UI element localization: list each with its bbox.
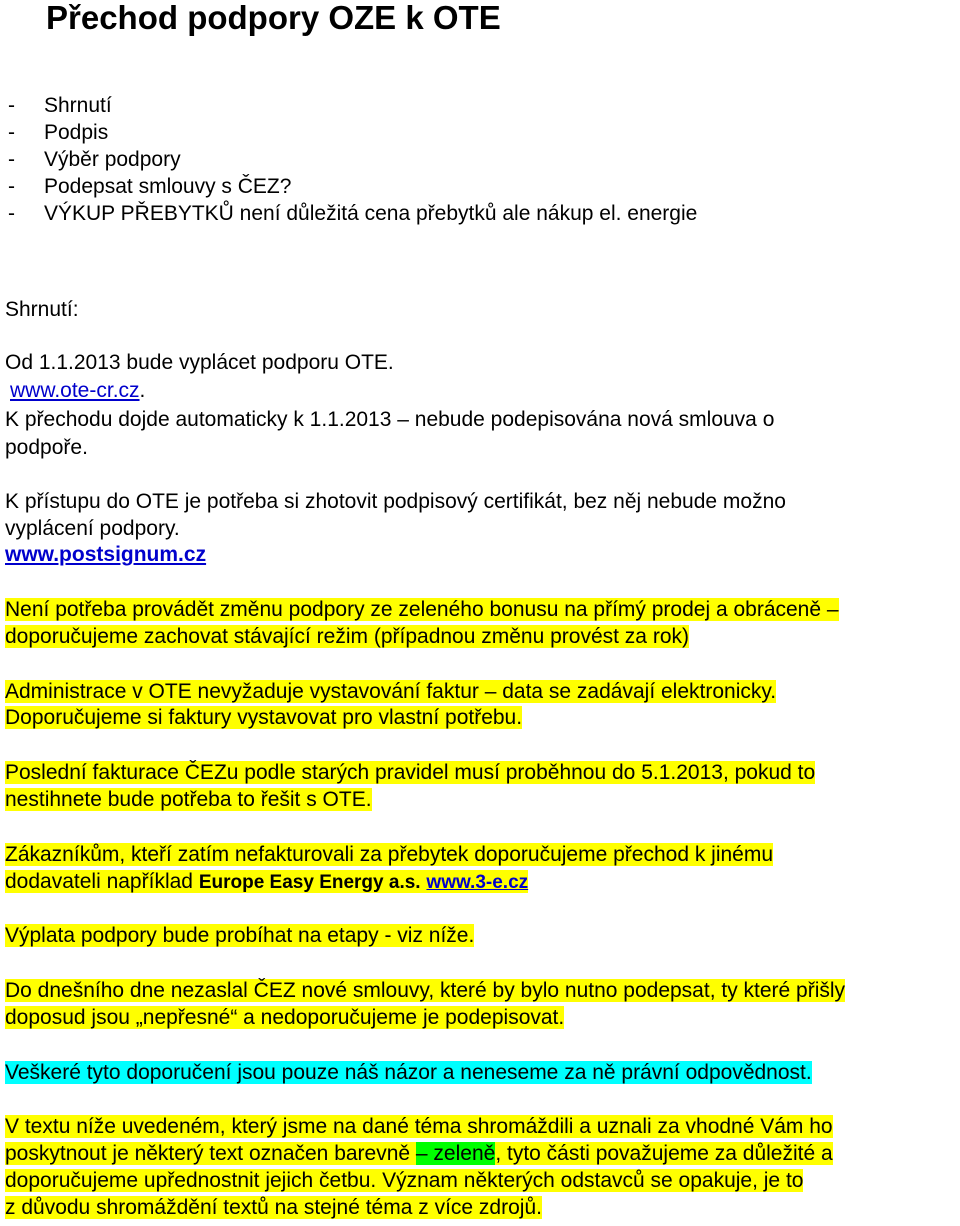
summary-line: Od 1.1.2013 bude vyplácet podporu OTE.: [5, 351, 394, 374]
list-item: - Výběr podpory: [8, 148, 181, 171]
3e-link[interactable]: www.3-e.cz: [426, 872, 529, 893]
paragraph-line: V textu níže uvedeném, který jsme na dané téma shromáždili a uznali za vhodné Vám ho: [5, 1115, 833, 1138]
list-item: - Podpis: [8, 121, 109, 144]
green-highlight: – zeleně: [415, 1142, 496, 1165]
ote-link[interactable]: www.ote-cr.cz: [10, 379, 140, 402]
paragraph-line: Doporučujeme si faktury vystavovat pro vlastní potřebu.: [5, 706, 523, 729]
postsignum-link[interactable]: www.postsignum.cz: [5, 543, 207, 566]
paragraph-line: Poslední fakturace ČEZu podle starých pravidel musí proběhnou do 5.1.2013, pokud to: [5, 761, 816, 784]
list-item: - Shrnutí: [8, 94, 112, 117]
paragraph-line: Výplata podpory bude probíhat na etapy - viz níže.: [5, 924, 475, 947]
paragraph-line: Zákazníkům, kteří zatím nefakturovali za přebytek doporučujeme přechod k jinému: [5, 843, 774, 866]
company-name: Europe Easy Energy a.s.: [198, 872, 421, 893]
summary-line: podpoře.: [5, 436, 88, 459]
paragraph-line: Administrace v OTE nevyžaduje vystavování faktur – data se zadávají elektronicky.: [5, 680, 777, 703]
paragraph-line: dodavateli například Europe Easy Energy a.s. www.3-e.cz: [5, 870, 529, 893]
list-item: - VÝKUP PŘEBYTKŮ není důležitá cena přebytků ale nákup el. energie: [8, 202, 698, 225]
summary-link-line: www.ote-cr.cz.: [10, 379, 146, 402]
paragraph-line: doporučujeme zachovat stávající režim (případnou změnu provést za rok): [5, 625, 689, 648]
paragraph-line: nestihnete bude potřeba to řešit s OTE.: [5, 788, 372, 811]
certificate-link-line: [5, 542, 206, 568]
paragraph-line: z důvodu shromáždění textů na stejné téma z více zdrojů.: [5, 1196, 542, 1219]
paragraph-line: Není potřeba provádět změnu podpory ze zeleného bonusu na přímý prodej a obráceně –: [5, 598, 839, 621]
certificate-line: K přístupu do OTE je potřeba si zhotovit podpisový certifikát, bez něj nebude možno: [5, 490, 786, 513]
summary-line: K přechodu dojde automaticky k 1.1.2013 – nebude podepisována nová smlouva o: [5, 408, 775, 431]
paragraph-line: doporučujeme upřednostnit jejich četbu. Význam některých odstavců se opakuje, je to: [5, 1169, 804, 1192]
paragraph-line: poskytnout je některý text označen barevně – zeleně, tyto části považujeme za důležité a: [5, 1142, 833, 1165]
certificate-line: vyplácení podpory.: [5, 517, 180, 540]
page-title: Přechod podpory OZE k OTE: [46, 0, 501, 36]
summary-heading: Shrnutí:: [5, 298, 79, 321]
outline-list: [8, 92, 697, 227]
list-item: - Podepsat smlouvy s ČEZ?: [8, 175, 292, 198]
disclaimer-line: Veškeré tyto doporučení jsou pouze náš názor a neneseme za ně právní odpovědnost.: [5, 1061, 812, 1084]
paragraph-line: doposud jsou „nepřesné“ a nedoporučujeme je podepisovat.: [5, 1006, 565, 1029]
paragraph-line: Do dnešního dne nezaslal ČEZ nové smlouvy, které by bylo nutno podepsat, ty které přišly: [5, 979, 846, 1002]
